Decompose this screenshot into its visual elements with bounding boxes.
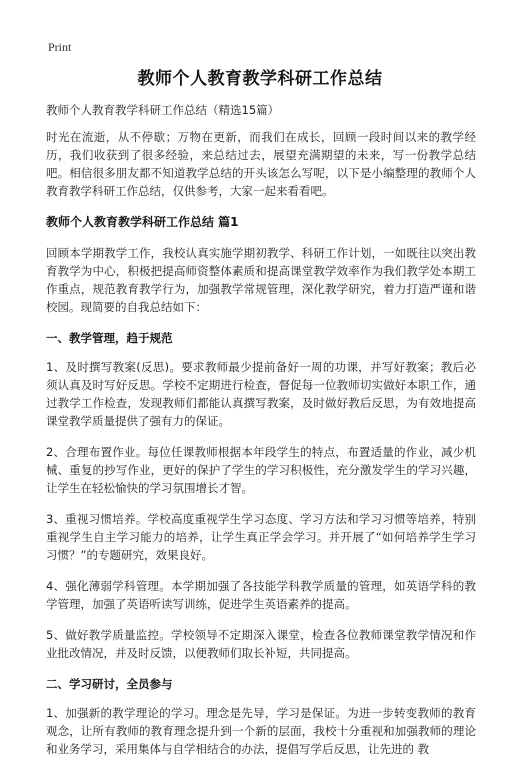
section2-item-1: 1、加强新的教学理论的学习。理念是先导，学习是保证。为进一步转变教师的教育观念，让所有教师的教育理念提升到一个新的层面，我校十分重视和加强教师的理论和业务学习，采用集体与自学相结合的办法，提倡写学后反思，让先进的 教 bbox=[46, 706, 476, 756]
page-title: 教师个人教育教学科研工作总结 bbox=[137, 69, 383, 89]
section1-item-2: 2、合理布置作业。每位任课教师根据本年段学生的特点，布置适量的作业，减少机械、重复的抄写作业，更好的保护了学生的学习积极性，充分激发学生的学习兴趣，让学生在轻松愉快的学习氛围增长才智。 bbox=[46, 445, 476, 495]
section1-item-5: 5、做好教学质量监控。学校领导不定期深入课堂，检查各位教师课堂教学情况和作业批改情况，并及时反馈，以便教师们取长补短，共同提高。 bbox=[46, 628, 476, 660]
article-heading: 教师个人教育教学科研工作总结 篇1 bbox=[46, 215, 239, 229]
section1-item-1: 1、及时撰写教案(反思)。要求教师最少提前备好一周的功课，并写好教案；教后必须认真及时写好反思。学校不定期进行检查，督促每一位教师切实做好本职工作，通过教学工作检查，发现教师们都能认真撰写教案，及时做好教后反思，为有效地提高课堂教学质量提供了强有力的保证。 bbox=[46, 360, 476, 428]
section-heading-teaching-management: 一、教学管理，趋于规范 bbox=[46, 331, 173, 345]
document-body bbox=[46, 101, 476, 771]
document-subtitle: 教师个人教育教学科研工作总结（精选15篇） bbox=[46, 103, 280, 117]
article-intro-paragraph: 回顾本学期教学工作，我校认真实施学期初教学、科研工作计划，一如既往以突出教育教学为中心，积极把提高师资整体素质和提高课堂教学效率作为我们教学处本期工作重点，规范教育教学行为，加强教学常规管理，深化教学研究，着力打造严谨和谐校园。现简要的自我总结如下： bbox=[46, 246, 476, 314]
section1-item-3: 3、重视习惯培养。学校高度重视学生学习态度、学习方法和学习习惯等培养，特别重视学生自主学习能力的培养，让学生真正学会学习。并开展了“如何培养学生学习习惯？”的专题研究，效果良好。 bbox=[46, 512, 476, 562]
section1-item-4: 4、强化薄弱学科管理。本学期加强了各技能学科教学质量的管理，如英语学科的教学管理，加强了英语听读写训练，促进学生英语素养的提高。 bbox=[46, 579, 476, 611]
print-label: Print bbox=[48, 40, 72, 54]
section-heading-study-research: 二、学习研讨，全员参与 bbox=[46, 677, 173, 691]
intro-paragraph: 时光在流逝，从不停歇；万物在更新，而我们在成长，回顾一段时间以来的教学经历，我们收获到了很多经验，来总结过去，展望充满期望的未来，写一份教学总结吧。相信很多朋友都不知道教学总结的开头该怎么写呢，以下是小编整理的教师个人教育教学科研工作总结，仅供参考，大家一起来看看吧。 bbox=[46, 130, 476, 198]
